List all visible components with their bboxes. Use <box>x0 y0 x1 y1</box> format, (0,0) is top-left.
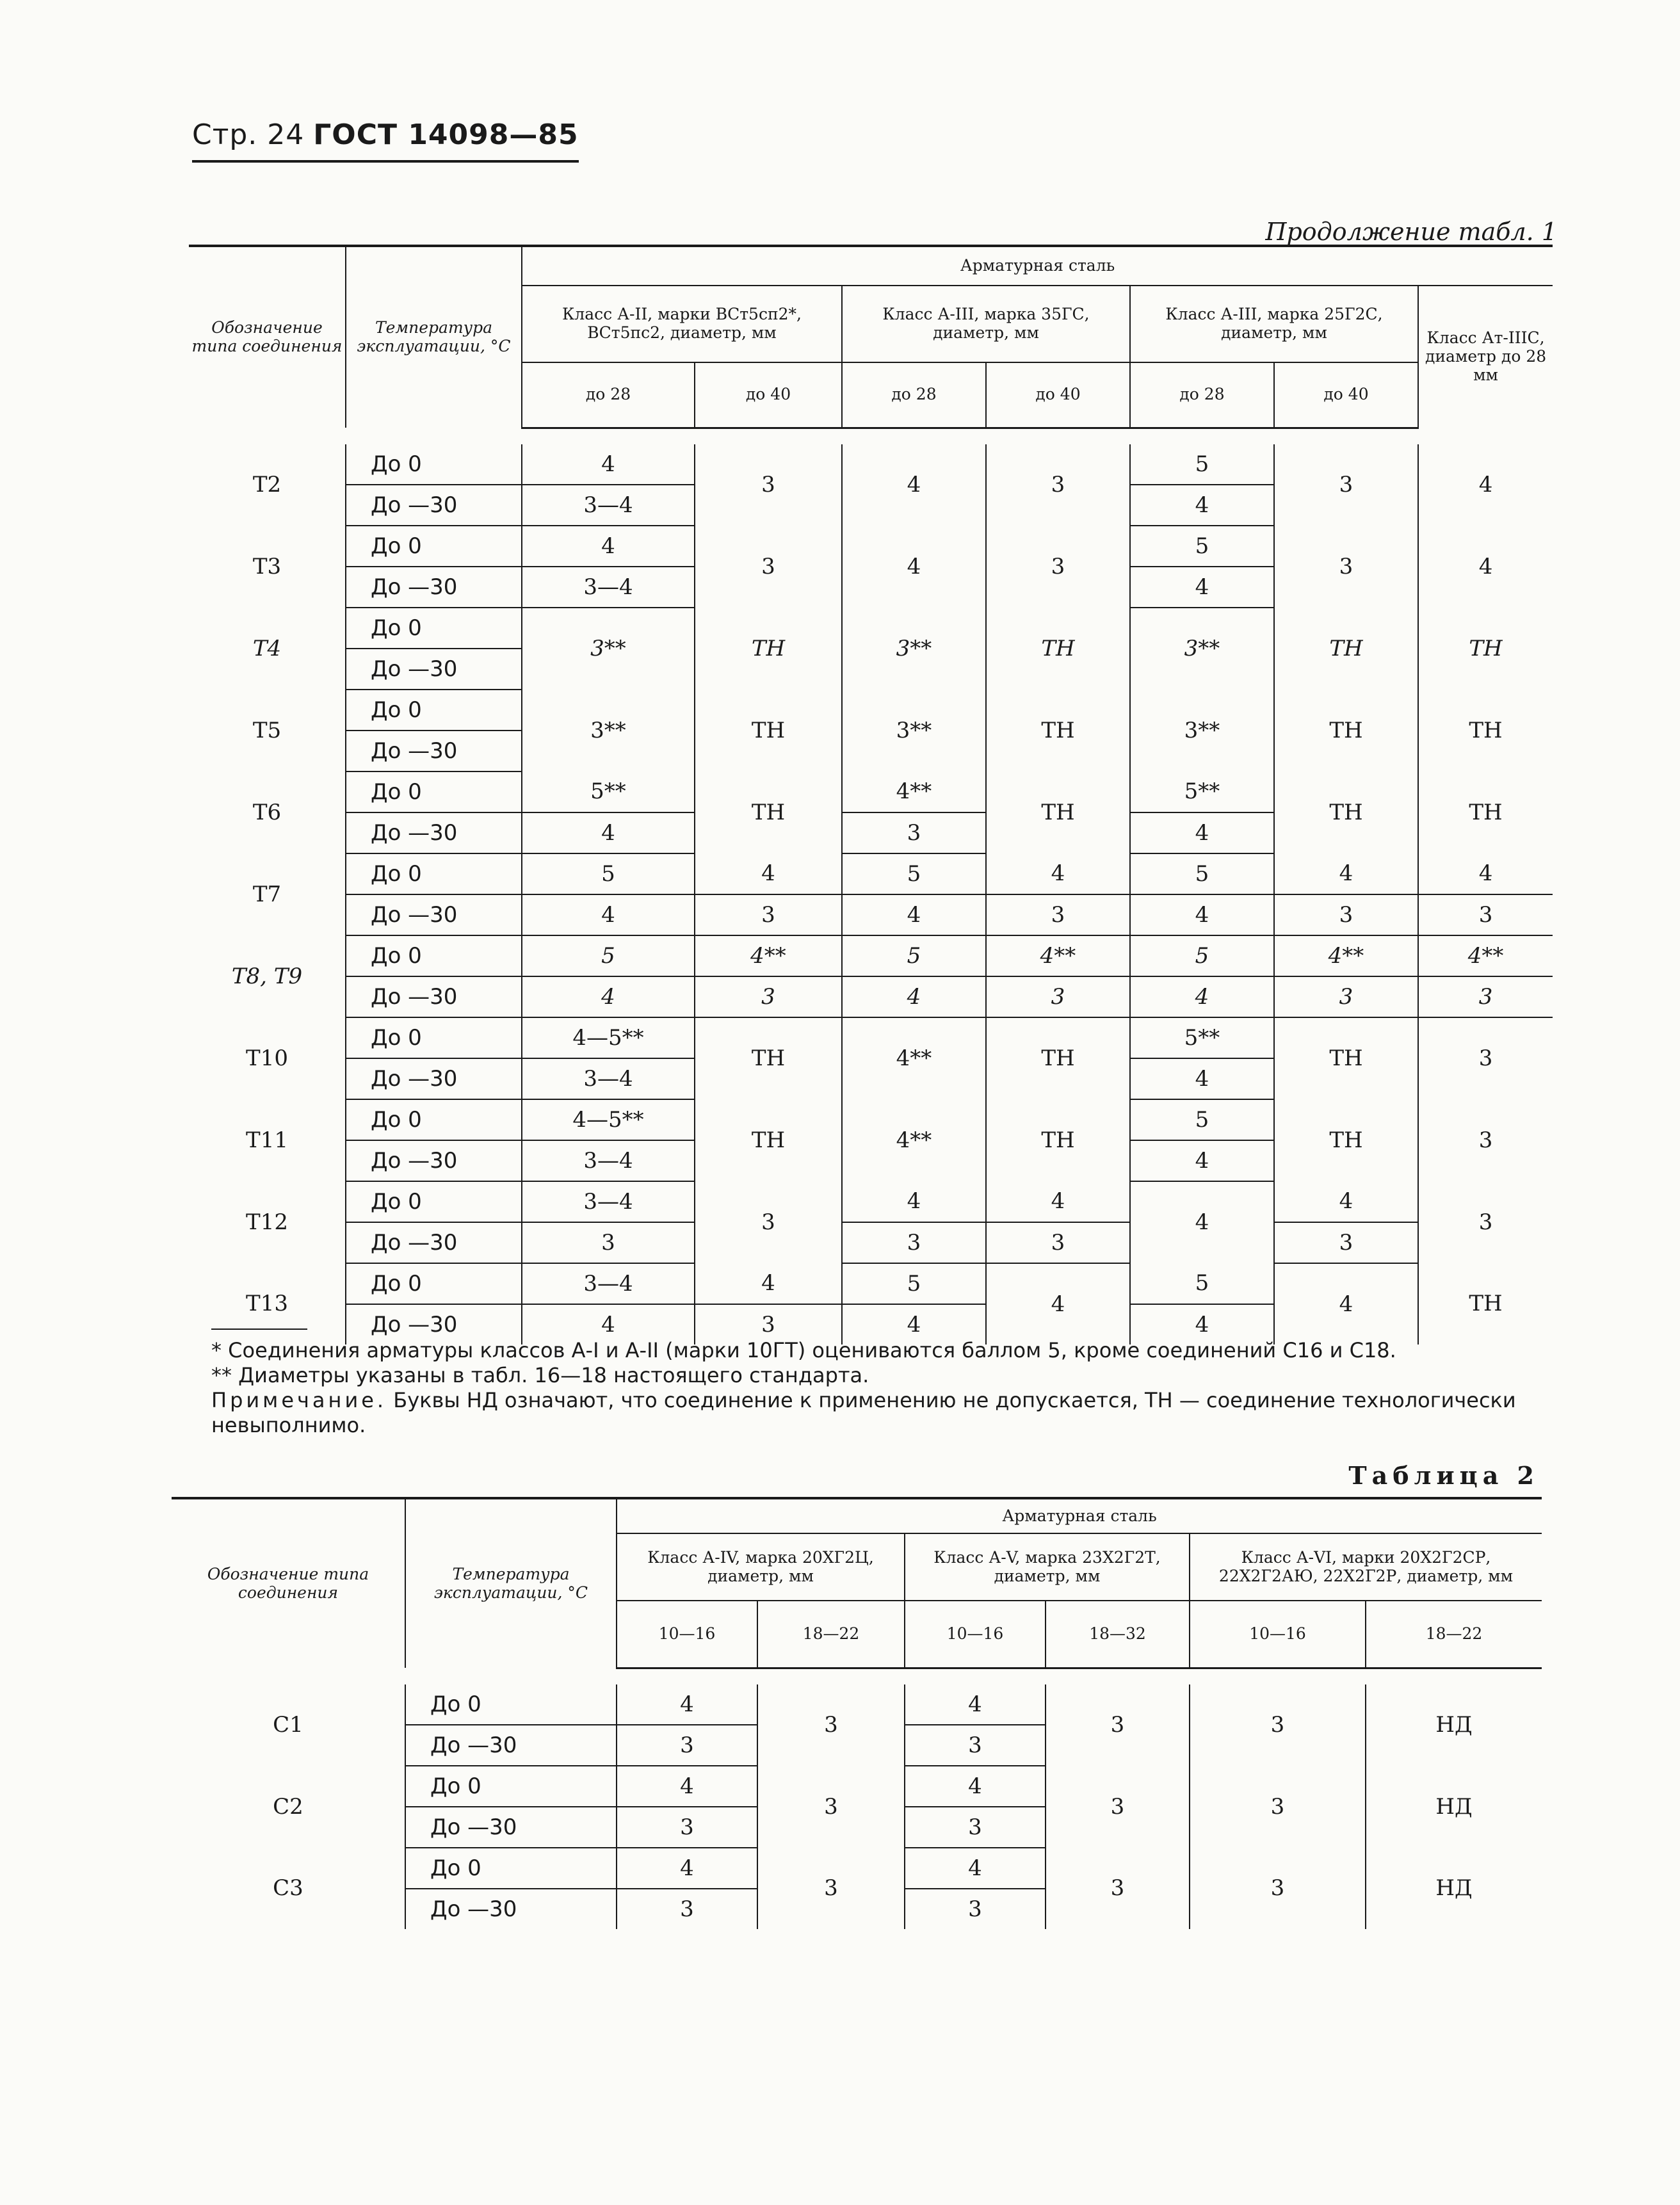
table-row <box>172 1684 1542 1725</box>
value-cell: НД <box>1366 1684 1542 1766</box>
value-cell: 3** <box>1130 690 1274 771</box>
value-cell: 4 <box>842 444 986 526</box>
temperature-cell: До 0 <box>346 1263 522 1304</box>
table-row <box>189 894 1553 935</box>
temperature-cell: До 0 <box>346 608 522 649</box>
header-group-3: Класс А-III, марка 25Г2С, диаметр, мм <box>1130 286 1418 362</box>
value-cell: 4 <box>1418 526 1553 608</box>
value-cell: 5 <box>842 1263 986 1304</box>
temperature-cell: До 0 <box>346 444 522 485</box>
value-cell: 3—4 <box>522 485 695 526</box>
value-cell: 4 <box>1130 1140 1274 1181</box>
page-header <box>192 118 579 163</box>
value-cell: НД <box>1366 1848 1542 1929</box>
value-cell: 3 <box>842 1222 986 1263</box>
value-cell: 3 <box>695 444 842 526</box>
table-row <box>189 690 1553 731</box>
table-row <box>189 1222 1553 1263</box>
value-cell: 4 <box>1418 444 1553 526</box>
value-cell: 3 <box>1046 1766 1190 1848</box>
temperature-cell: До —30 <box>346 1222 522 1263</box>
value-cell: 3 <box>757 1766 905 1848</box>
value-cell: 3 <box>905 1889 1046 1929</box>
value-cell: 4 <box>1130 1058 1274 1099</box>
header-sub-3: до 28 <box>842 362 986 428</box>
value-cell: 3** <box>522 608 695 690</box>
value-cell: 3 <box>986 1222 1130 1263</box>
value-cell: 4 <box>986 1181 1130 1222</box>
value-cell: 4 <box>1274 1181 1418 1222</box>
table-row <box>172 1766 1542 1807</box>
temperature-cell: До —30 <box>346 1140 522 1181</box>
value-cell: 4 <box>522 526 695 567</box>
temperature-cell: До 0 <box>346 1181 522 1222</box>
t2-header-sub-2: 18—22 <box>757 1601 905 1668</box>
connection-type: С1 <box>273 1712 303 1738</box>
value-cell: 3—4 <box>522 1181 695 1222</box>
value-cell: ТН <box>1274 608 1418 690</box>
temperature-cell: До —30 <box>346 567 522 608</box>
value-cell: 3** <box>842 690 986 771</box>
note-label: Примечание. <box>211 1388 387 1413</box>
connection-type: Т12 <box>246 1209 288 1235</box>
value-cell: 5 <box>1130 526 1274 567</box>
value-cell: ТН <box>986 1099 1130 1181</box>
value-cell: 4** <box>695 935 842 976</box>
temperature-cell: До 0 <box>405 1848 617 1889</box>
value-cell: 5 <box>1130 444 1274 485</box>
t2-header-sub-3: 10—16 <box>905 1601 1046 1668</box>
value-cell: 3 <box>1418 1099 1553 1181</box>
header-sub-6: до 40 <box>1274 362 1418 428</box>
temperature-cell: До 0 <box>405 1684 617 1725</box>
value-cell: 5 <box>1130 1099 1274 1140</box>
connection-type: Т5 <box>252 717 282 743</box>
header-steel: Арматурная сталь <box>522 246 1553 286</box>
value-cell: 5** <box>1130 1017 1274 1058</box>
temperature-cell: До 0 <box>405 1766 617 1807</box>
t2-header-steel: Арматурная сталь <box>617 1498 1542 1533</box>
connection-type: С2 <box>273 1793 303 1820</box>
value-cell: ТН <box>695 1099 842 1181</box>
table-row <box>189 444 1553 485</box>
value-cell: 4 <box>695 853 842 894</box>
value-cell: 4 <box>1130 976 1274 1017</box>
header-group-1: Класс А-II, марки ВСт5сп2*, ВСт5пс2, диаметр, мм <box>522 286 842 362</box>
value-cell: 3** <box>522 690 695 771</box>
value-cell: ТН <box>986 608 1130 690</box>
connection-type: Т7 <box>252 881 282 907</box>
value-cell: 5 <box>522 935 695 976</box>
value-cell: 3 <box>757 1684 905 1766</box>
value-cell: 4 <box>1130 1304 1274 1345</box>
value-cell: 4—5** <box>522 1099 695 1140</box>
value-cell: 4 <box>695 1263 842 1304</box>
value-cell: 3 <box>905 1725 1046 1766</box>
value-cell: 3** <box>1130 608 1274 690</box>
value-cell: 3 <box>1274 444 1418 526</box>
value-cell: 4** <box>842 771 986 812</box>
footnote-divider <box>211 1329 307 1330</box>
connection-type: Т13 <box>246 1291 288 1316</box>
temperature-cell: До 0 <box>346 1099 522 1140</box>
value-cell: 4 <box>842 894 986 935</box>
value-cell: 5 <box>522 853 695 894</box>
value-cell: ТН <box>1418 608 1553 690</box>
value-cell: 4 <box>522 976 695 1017</box>
value-cell: 3 <box>986 444 1130 526</box>
value-cell: 3 <box>695 1181 842 1263</box>
value-cell: 4 <box>617 1766 757 1807</box>
value-cell: 3 <box>695 894 842 935</box>
header-sub-4: до 40 <box>986 362 1130 428</box>
table-row <box>189 976 1553 1017</box>
value-cell: 5 <box>1130 1263 1274 1304</box>
header-sub-5: до 28 <box>1130 362 1274 428</box>
temperature-cell: До 0 <box>346 526 522 567</box>
temperature-cell: До —30 <box>346 1058 522 1099</box>
table1-caption: Продолжение табл. 1 <box>1265 218 1557 246</box>
table-row <box>189 1099 1553 1140</box>
value-cell: 4 <box>905 1684 1046 1725</box>
standard-number: ГОСТ 14098—85 <box>313 118 579 151</box>
value-cell: 5 <box>1130 935 1274 976</box>
value-cell: 5 <box>842 935 986 976</box>
value-cell: 4 <box>1130 485 1274 526</box>
value-cell: 3 <box>1190 1848 1366 1929</box>
value-cell: НД <box>1366 1766 1542 1848</box>
footnote-2: ** Диаметры указаны в табл. 16—18 настоящего стандарта. <box>211 1363 869 1388</box>
value-cell: 4—5** <box>522 1017 695 1058</box>
value-cell: 4 <box>1130 1181 1274 1263</box>
value-cell: ТН <box>695 1017 842 1099</box>
value-cell: 4** <box>842 1017 986 1099</box>
value-cell: 3 <box>757 1848 905 1929</box>
value-cell: 5 <box>842 853 986 894</box>
value-cell: 4 <box>522 812 695 853</box>
value-cell: 4 <box>522 1304 695 1345</box>
table-row <box>189 853 1553 894</box>
value-cell: 3 <box>986 976 1130 1017</box>
connection-type: Т11 <box>246 1127 288 1153</box>
value-cell: 4** <box>1274 935 1418 976</box>
value-cell: 3 <box>1274 976 1418 1017</box>
t2-header-group-1: Класс А-IV, марка 20ХГ2Ц, диаметр, мм <box>617 1533 905 1601</box>
table-row <box>189 1017 1553 1058</box>
value-cell: ТН <box>1274 1017 1418 1099</box>
t2-header-sub-6: 18—22 <box>1366 1601 1542 1668</box>
value-cell: ТН <box>1274 1099 1418 1181</box>
value-cell: 4 <box>617 1848 757 1889</box>
value-cell: 5 <box>1130 853 1274 894</box>
value-cell: ТН <box>695 690 842 771</box>
value-cell: 4 <box>1418 853 1553 894</box>
table-row <box>189 608 1553 649</box>
t2-header-sub-5: 10—16 <box>1190 1601 1366 1668</box>
t2-header-type: Обозначение типа соединения <box>207 1564 369 1602</box>
footnotes <box>211 1338 1556 1438</box>
value-cell: ТН <box>1418 690 1553 771</box>
table-row <box>172 1848 1542 1889</box>
value-cell: 4 <box>1130 812 1274 853</box>
value-cell: 3 <box>986 894 1130 935</box>
connection-type: Т6 <box>252 799 282 825</box>
note <box>211 1388 1556 1438</box>
value-cell: ТН <box>986 1017 1130 1099</box>
header-sub-2: до 40 <box>695 362 842 428</box>
value-cell: ТН <box>695 608 842 690</box>
value-cell: 4 <box>617 1684 757 1725</box>
value-cell: 4 <box>986 853 1130 894</box>
value-cell: 4 <box>842 1304 986 1345</box>
t2-header-group-2: Класс А-V, марка 23Х2Г2Т, диаметр, мм <box>905 1533 1190 1601</box>
temperature-cell: До 0 <box>346 1017 522 1058</box>
connection-type: Т3 <box>252 553 282 579</box>
value-cell: ТН <box>1274 690 1418 771</box>
value-cell: ТН <box>1274 771 1418 853</box>
value-cell: ТН <box>986 771 1130 853</box>
value-cell: 3 <box>1418 1181 1553 1263</box>
value-cell: 4 <box>522 894 695 935</box>
value-cell: 4 <box>905 1766 1046 1807</box>
value-cell: 5** <box>1130 771 1274 812</box>
value-cell: 3—4 <box>522 1263 695 1304</box>
value-cell: 4 <box>1274 1263 1418 1345</box>
value-cell: 4** <box>986 935 1130 976</box>
temperature-cell: До —30 <box>346 731 522 771</box>
value-cell: 3 <box>695 526 842 608</box>
value-cell: 3—4 <box>522 1140 695 1181</box>
value-cell: 3 <box>617 1725 757 1766</box>
connection-type: Т10 <box>246 1045 288 1071</box>
footnote-1: * Соединения арматуры классов А-I и А-II (марки 10ГТ) оцениваются баллом 5, кроме соединений С16 и С18. <box>211 1338 1396 1362</box>
value-cell: 3 <box>1046 1848 1190 1929</box>
connection-type: Т8, Т9 <box>231 963 303 989</box>
value-cell: 4 <box>905 1848 1046 1889</box>
temperature-cell: До —30 <box>405 1725 617 1766</box>
table-1 <box>189 245 1553 1345</box>
value-cell: 3 <box>1274 894 1418 935</box>
value-cell: 3—4 <box>522 567 695 608</box>
value-cell: ТН <box>1418 771 1553 853</box>
value-cell: 3 <box>617 1889 757 1929</box>
value-cell: 4 <box>842 1181 986 1222</box>
value-cell: 4** <box>1418 935 1553 976</box>
connection-type: Т2 <box>252 472 282 497</box>
temperature-cell: До —30 <box>405 1807 617 1848</box>
value-cell: ТН <box>695 771 842 853</box>
table-2 <box>172 1497 1542 1929</box>
header-group-4: Класс Ат-IIIС, диаметр до 28 мм <box>1418 286 1553 428</box>
note-text: Буквы НД означают, что соединение к применению не допускается, ТН — соединение технологически невыполнимо. <box>211 1388 1516 1438</box>
temperature-cell: До —30 <box>346 894 522 935</box>
value-cell: 3 <box>695 1304 842 1345</box>
t2-header-temperature: Температура эксплуатации, °С <box>405 1498 617 1668</box>
temperature-cell: До —30 <box>346 976 522 1017</box>
value-cell: 3 <box>1274 526 1418 608</box>
temperature-cell: До —30 <box>346 812 522 853</box>
header-group-2: Класс А-III, марка 35ГС, диаметр, мм <box>842 286 1130 362</box>
value-cell: 3 <box>1418 976 1553 1017</box>
temperature-cell: До 0 <box>346 690 522 731</box>
table-row <box>189 771 1553 812</box>
value-cell: ТН <box>986 690 1130 771</box>
table-row <box>189 935 1553 976</box>
table-row <box>189 1181 1553 1222</box>
value-cell: 5** <box>522 771 695 812</box>
t2-header-sub-4: 18—32 <box>1046 1601 1190 1668</box>
table-row <box>189 526 1553 567</box>
value-cell: 3 <box>1046 1684 1190 1766</box>
value-cell: 4** <box>842 1099 986 1181</box>
temperature-cell: До 0 <box>346 935 522 976</box>
value-cell: 4 <box>522 444 695 485</box>
value-cell: 4 <box>842 526 986 608</box>
header-type: Обозначение типа соединения <box>191 318 343 355</box>
temperature-cell: До 0 <box>346 853 522 894</box>
value-cell: 3 <box>1418 1017 1553 1099</box>
value-cell: 4 <box>842 976 986 1017</box>
value-cell: 4 <box>986 1263 1130 1345</box>
t2-header-sub-1: 10—16 <box>617 1601 757 1668</box>
t2-header-group-3: Класс А-VI, марки 20Х2Г2СР, 22Х2Г2АЮ, 22Х2Г2Р, диаметр, мм <box>1190 1533 1542 1601</box>
value-cell: 3 <box>695 976 842 1017</box>
header-sub-1: до 28 <box>522 362 695 428</box>
value-cell: 3—4 <box>522 1058 695 1099</box>
value-cell: 3 <box>1274 1222 1418 1263</box>
value-cell: 3 <box>1190 1684 1366 1766</box>
header-temperature: Температура эксплуатации, °С <box>346 246 522 428</box>
temperature-cell: До —30 <box>405 1889 617 1929</box>
value-cell: 3 <box>986 526 1130 608</box>
value-cell: 3 <box>617 1807 757 1848</box>
temperature-cell: До —30 <box>346 1304 522 1345</box>
value-cell: 4 <box>1130 894 1274 935</box>
table-row <box>189 1263 1553 1304</box>
temperature-cell: До —30 <box>346 485 522 526</box>
temperature-cell: До —30 <box>346 649 522 690</box>
value-cell: 3 <box>1418 894 1553 935</box>
value-cell: 3 <box>905 1807 1046 1848</box>
temperature-cell: До 0 <box>346 771 522 812</box>
value-cell: ТН <box>1418 1263 1553 1345</box>
page-number: Стр. 24 <box>192 118 305 151</box>
value-cell: 4 <box>1274 853 1418 894</box>
table2-caption: Таблица 2 <box>1348 1461 1539 1490</box>
value-cell: 4 <box>1130 567 1274 608</box>
value-cell: 3 <box>522 1222 695 1263</box>
value-cell: 3** <box>842 608 986 690</box>
connection-type: С3 <box>273 1875 303 1901</box>
value-cell: 3 <box>1190 1766 1366 1848</box>
value-cell: 3 <box>842 812 986 853</box>
connection-type: Т4 <box>252 635 282 661</box>
